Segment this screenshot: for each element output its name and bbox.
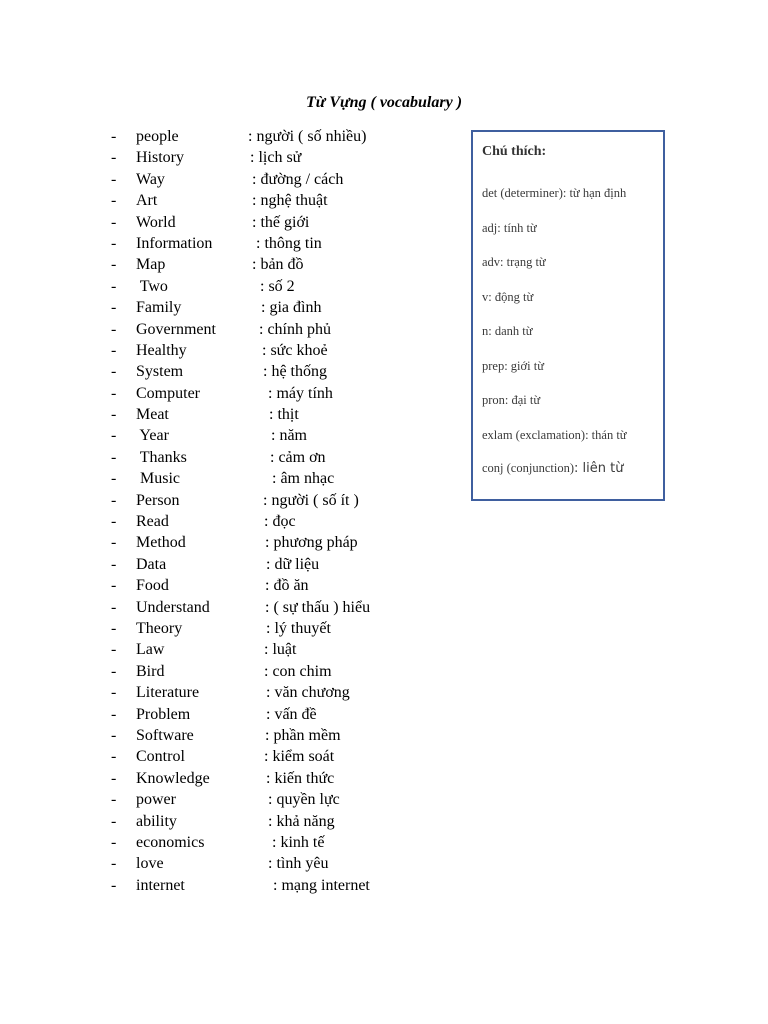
list-bullet-dash: - [111,641,117,659]
vocab-row [111,790,451,811]
vocab-meaning: : phương pháp [265,534,358,552]
list-bullet-dash: - [111,791,117,809]
vocab-row [111,213,451,234]
vocab-word: Way [136,170,165,188]
vocab-row [111,640,451,661]
vocab-meaning: : bản đồ [252,256,304,274]
list-bullet-dash: - [111,128,117,145]
vocab-meaning: : con chim [264,662,332,680]
vocab-word: Control [136,748,185,766]
legend-item-conjunction-term: conj (conjunction) [482,461,574,475]
vocab-row [111,469,451,490]
legend-item-adv: adv: trạng từ [482,255,546,269]
vocab-meaning: : vấn đề [266,705,317,723]
vocab-word: Meat [136,406,169,424]
list-bullet-dash: - [111,448,117,466]
vocab-row [111,833,451,854]
list-bullet-dash: - [111,213,117,231]
legend-item-exclamation: exlam (exclamation): thán từ [482,428,627,442]
vocab-row [111,662,451,683]
vocab-word: Problem [136,705,191,723]
vocab-meaning: : máy tính [268,384,333,402]
vocab-meaning: : cảm ơn [270,448,326,466]
list-bullet-dash: - [111,705,117,723]
vocab-meaning: : tình yêu [268,855,329,873]
list-bullet-dash: - [111,149,117,167]
list-bullet-dash: - [111,619,117,637]
vocab-row [111,234,451,255]
vocab-word: Person [136,491,180,509]
list-bullet-dash: - [111,876,117,894]
vocab-row [111,170,451,191]
vocab-meaning: : khả năng [268,812,335,830]
vocab-meaning: : kinh tế [272,833,325,851]
vocab-meaning: : đường / cách [252,170,344,188]
list-bullet-dash: - [111,427,117,445]
vocab-word: Year [136,427,169,445]
list-bullet-dash: - [111,513,117,531]
list-bullet-dash: - [111,812,117,830]
legend-item-prep: prep: giới từ [482,359,544,373]
vocab-meaning: : hệ thống [263,363,327,381]
vocab-meaning: : người ( số nhiều) [248,128,367,145]
list-bullet-dash: - [111,855,117,873]
vocab-word: love [136,855,164,873]
vocab-word: Software [136,726,194,744]
vocab-row [111,705,451,726]
vocab-meaning: : đọc [264,513,296,531]
list-bullet-dash: - [111,662,117,680]
legend-item-pron: pron: đại từ [482,393,541,407]
vocab-row [111,405,451,426]
list-bullet-dash: - [111,341,117,359]
list-bullet-dash: - [111,769,117,787]
list-bullet-dash: - [111,833,117,851]
legend-box [471,130,665,501]
legend-item-conjunction-meaning: : liên từ [574,461,624,476]
vocab-meaning: : mạng internet [273,876,370,894]
vocab-meaning: : thịt [269,406,299,424]
list-bullet-dash: - [111,192,117,210]
vocab-meaning: : đồ ăn [265,577,309,595]
legend-item-noun: n: danh từ [482,324,533,338]
vocab-word: ability [136,812,177,830]
vocab-row [111,491,451,512]
vocab-row [111,255,451,276]
vocab-meaning: : ( sự thấu ) hiểu [265,598,371,616]
vocab-word: Map [136,256,166,274]
vocab-row [111,854,451,875]
vocab-word: Thanks [136,448,187,466]
legend-item-adj: adj: tính từ [482,221,537,235]
vocab-row [111,277,451,298]
vocab-word: Computer [136,384,200,402]
vocab-meaning: : dữ liệu [266,555,320,573]
vocab-word: Music [136,470,180,488]
vocab-row [111,533,451,554]
list-bullet-dash: - [111,170,117,188]
vocab-row [111,148,451,169]
vocab-meaning: : quyền lực [268,791,340,809]
list-bullet-dash: - [111,256,117,274]
vocab-meaning: : gia đình [261,299,322,317]
vocabulary-list [111,127,451,897]
vocab-word: economics [136,833,205,851]
vocab-meaning: : người ( số ít ) [263,491,359,509]
vocab-word: Law [136,641,165,659]
list-bullet-dash: - [111,234,117,252]
vocab-row [111,448,451,469]
vocab-row [111,576,451,597]
vocab-word: History [136,149,184,167]
vocab-word: Art [136,192,158,210]
vocab-word: World [136,213,176,231]
vocab-row [111,598,451,619]
vocab-row [111,320,451,341]
vocab-row [111,769,451,790]
vocab-meaning: : kiến thức [266,769,335,787]
list-bullet-dash: - [111,577,117,595]
vocab-meaning: : luật [264,641,297,659]
vocab-word: power [136,791,176,809]
list-bullet-dash: - [111,299,117,317]
vocab-word: Family [136,299,182,317]
vocab-word: Read [136,513,169,531]
list-bullet-dash: - [111,726,117,744]
vocab-word: people [136,128,179,145]
list-bullet-dash: - [111,384,117,402]
legend-item-conjunction [482,461,623,476]
list-bullet-dash: - [111,491,117,509]
list-bullet-dash: - [111,555,117,573]
list-bullet-dash: - [111,534,117,552]
vocab-word: System [136,363,184,381]
vocab-word: Food [136,577,169,595]
vocab-word: Knowledge [136,769,210,787]
page-title: Từ Vựng ( vocabulary ) [305,94,463,111]
vocab-word: Healthy [136,341,187,359]
vocab-meaning: : thế giới [252,213,310,231]
vocab-meaning: : thông tin [256,234,322,252]
list-bullet-dash: - [111,470,117,488]
vocab-word: Theory [136,619,183,637]
vocab-meaning: : chính phủ [259,320,331,338]
vocab-meaning: : lý thuyết [266,619,331,637]
vocab-meaning: : lịch sử [250,149,302,167]
vocab-word: Information [136,234,213,252]
vocab-meaning: : kiểm soát [264,748,335,766]
vocab-word: Understand [136,598,210,616]
vocab-row [111,555,451,576]
list-bullet-dash: - [111,406,117,424]
legend-item-det: det (determiner): từ hạn định [482,186,627,200]
legend-item-verb: v: động từ [482,290,534,304]
vocab-meaning: : phần mềm [265,726,341,744]
vocab-word: Two [136,277,168,295]
list-bullet-dash: - [111,748,117,766]
vocab-row [111,127,451,148]
vocab-word: internet [136,876,185,894]
vocab-meaning: : số 2 [260,277,295,295]
vocab-row [111,384,451,405]
vocab-row [111,812,451,833]
vocab-word: Bird [136,662,165,680]
vocab-row [111,512,451,533]
list-bullet-dash: - [111,363,117,381]
vocab-meaning: : âm nhạc [272,470,335,488]
list-bullet-dash: - [111,598,117,616]
list-bullet-dash: - [111,320,117,338]
vocab-row [111,362,451,383]
vocab-meaning: : nghệ thuật [252,192,328,210]
vocab-word: Method [136,534,186,552]
vocab-meaning: : văn chương [266,684,350,702]
vocab-row [111,341,451,362]
vocab-row [111,426,451,447]
vocab-row [111,876,451,897]
vocab-row [111,298,451,319]
vocab-word: Data [136,555,167,573]
list-bullet-dash: - [111,277,117,295]
vocab-word: Literature [136,684,200,702]
vocab-row [111,619,451,640]
vocab-row [111,747,451,768]
vocab-meaning: : năm [271,427,307,445]
vocab-row [111,191,451,212]
list-bullet-dash: - [111,684,117,702]
vocab-row [111,683,451,704]
legend-title: Chú thích: [482,144,547,159]
vocab-word: Government [136,320,216,338]
vocab-row [111,726,451,747]
vocab-meaning: : sức khoẻ [262,341,328,359]
